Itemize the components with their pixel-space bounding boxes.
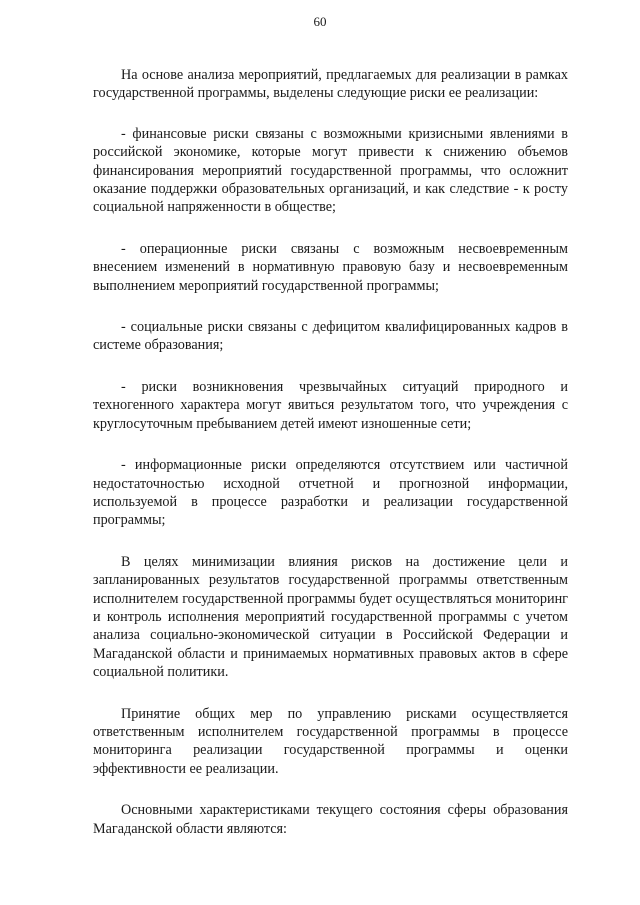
paragraph-operational-risks: - операционные риски связаны с возможным несвоевременным внесением изменений в нормативную правовую базу и несвоевременным выполнением мероприятий государственной программы; (93, 240, 568, 294)
document-body (93, 66, 568, 838)
paragraph-social-risks: - социальные риски связаны с дефицитом квалифицированных кадров в системе образования; (93, 319, 568, 354)
paragraph-information-risks: - информационные риски определяются отсутствием или частичной недостаточностью исходной отчетной и прогнозной информации, используемой в процессе разработки и реализации государственной программы; (93, 457, 568, 529)
paragraph-emergency-risks: - риски возникновения чрезвычайных ситуаций природного и техногенного характера могут явиться результатом того, что учреждения с круглосуточным пребыванием детей имеют изношенные сети; (93, 378, 568, 432)
paragraph-risk-management: Принятие общих мер по управлению рисками осуществляется ответственным исполнителем государственной программы в процессе мониторинга реализации государственной программы и оценки эффективности ее реализации. (93, 705, 568, 777)
paragraph-risk-minimization: В целях минимизации влияния рисков на достижение цели и запланированных результатов государственной программы ответственным исполнителем государственной программы будет осуществляться мониторинг и контроль исполнения мероприятий государственной программы с учетом анализа социально-экономической ситуации в Российской Федерации и Магаданской области и принимаемых нормативных правовых актов в сфере социальной политики. (93, 553, 568, 681)
paragraph-financial-risks: - финансовые риски связаны с возможными кризисными явлениями в российской экономике, которые могут привести к снижению объемов финансирования мероприятий государственной программы, что осложнит оказание поддержки образовательных организаций, и как следствие - к росту социальной напряженности в обществе; (93, 125, 568, 216)
paragraph-education-characteristics: Основными характеристиками текущего состояния сферы образования Магаданской области являются: (93, 802, 568, 837)
paragraph-intro-risks: На основе анализа мероприятий, предлагаемых для реализации в рамках государственной программы, выделены следующие риски ее реализации: (93, 67, 568, 102)
page-number: 60 (313, 14, 327, 29)
